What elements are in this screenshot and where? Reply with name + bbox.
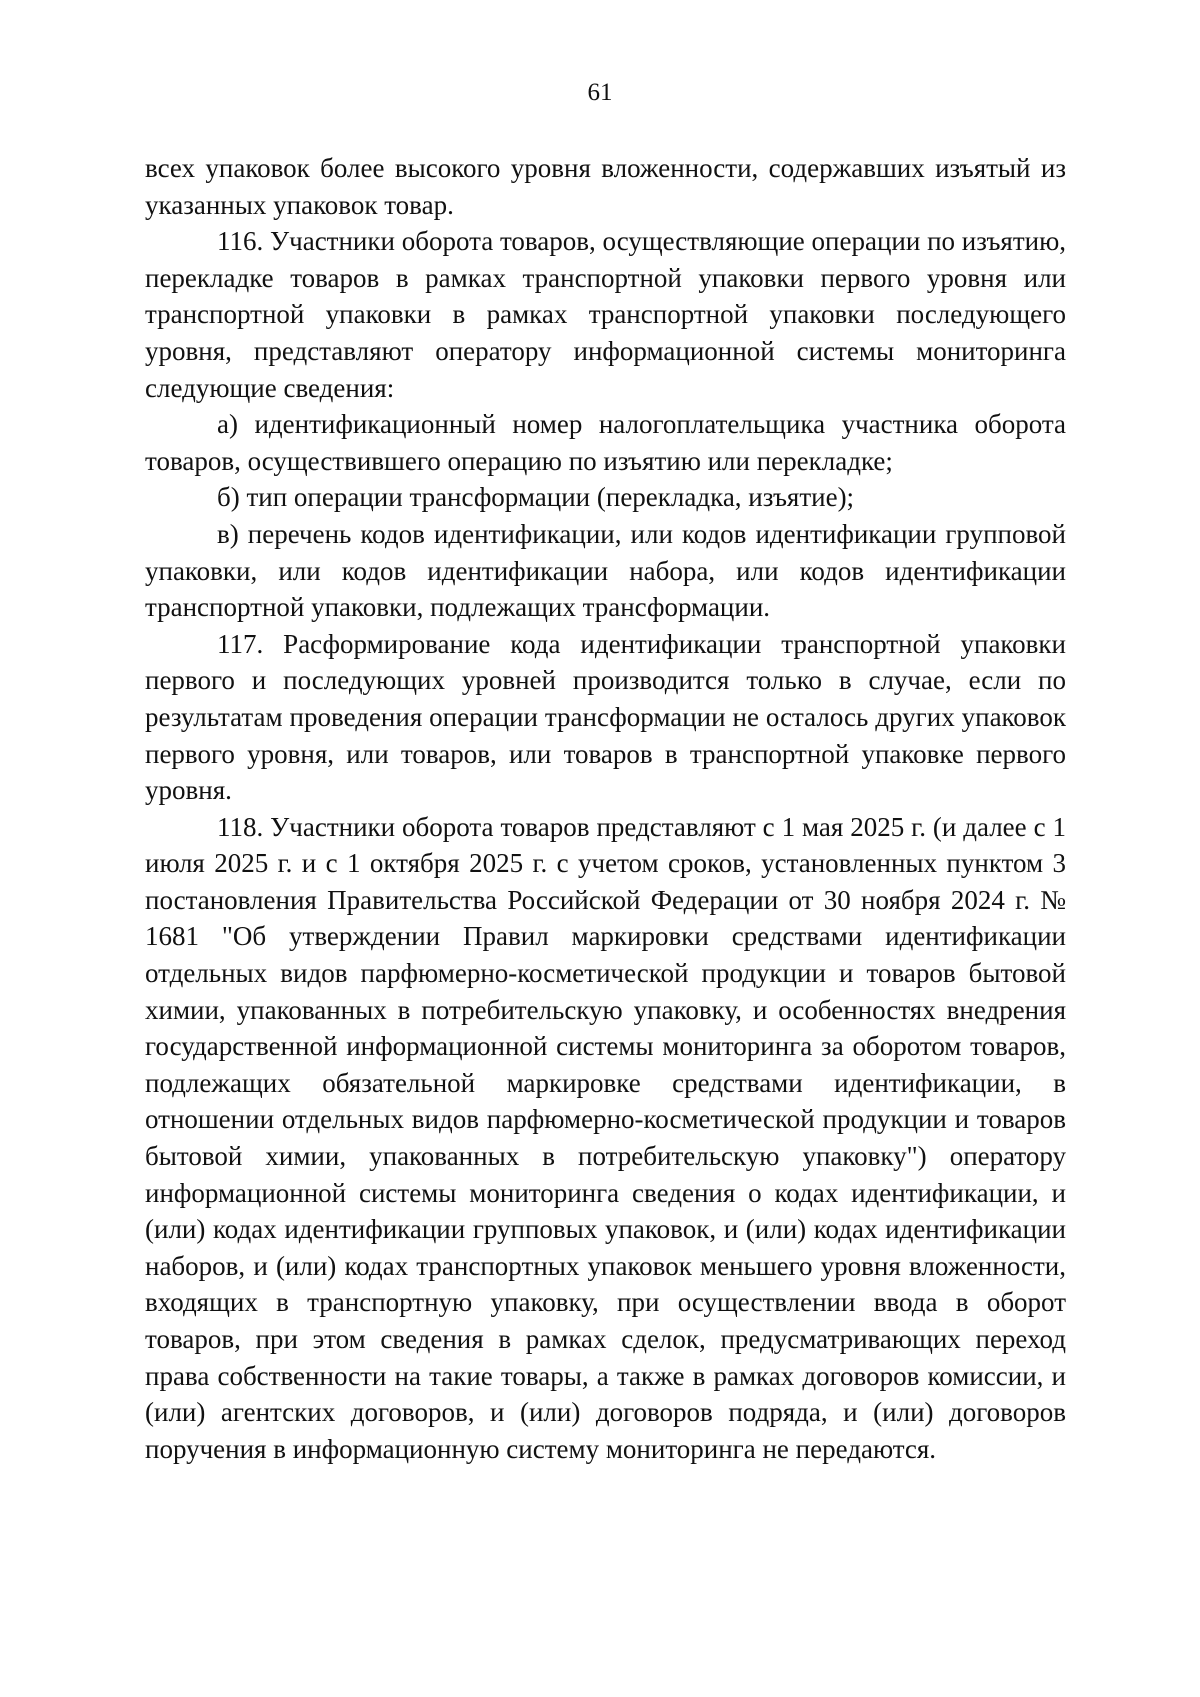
page-number: 61 [587,79,613,106]
paragraph-116: 116. Участники оборота товаров, осуществляющие операции по изъятию, перекладке товаров в рамках транспортной упаковки первого уровня или транспортной упаковки в рамках транспортной упаковки последующего уровня, представляют оператору информационной системы мониторинга следующие сведения: [145,226,1066,403]
document-body [145,150,1066,1467]
paragraph-118: 118. Участники оборота товаров представляют с 1 мая 2025 г. (и далее с 1 июля 2025 г. и с 1 октября 2025 г. с учетом сроков, установленных пунктом 3 постановления Правительства Российской Федерации от 30 ноября 2024 г. № 1681 "Об утверждении Правил маркировки средствами идентификации отдельных видов парфюмерно-косметической продукции и товаров бытовой химии, упакованных в потребительскую упаковку, и особенностях внедрения государственной информационной системы мониторинга за оборотом товаров, подлежащих обязательной маркировке средствами идентификации, в отношении отдельных видов парфюмерно-косметической продукции и товаров бытовой химии, упакованных в потребительскую упаковку") оператору информационной системы мониторинга сведения о кодах идентификации, и (или) кодах идентификации групповых упаковок, и (или) кодах идентификации наборов, и (или) кодах транспортных упаковок меньшего уровня вложенности, входящих в транспортную упаковку, при осуществлении ввода в оборот товаров, при этом сведения в рамках сделок, предусматривающих переход права собственности на такие товары, а также в рамках договоров комиссии, и (или) агентских договоров, и (или) договоров подряда, и (или) договоров поручения в информационную систему мониторинга не передаются. [145,811,1066,1464]
paragraph-item-a: а) идентификационный номер налогоплательщика участника оборота товаров, осуществившего операцию по изъятию или перекладке; [145,409,1066,476]
paragraph-continuation: всех упаковок более высокого уровня вложенности, содержавших изъятый из указанных упаковок товар. [145,153,1066,220]
paragraph-item-b: б) тип операции трансформации (перекладка, изъятие); [217,482,855,513]
paragraph-117: 117. Расформирование кода идентификации транспортной упаковки первого и последующих уровней производится только в случае, если по результатам проведения операции трансформации не осталось других упаковок первого уровня, или товаров, или товаров в транспортной упаковке первого уровня. [145,628,1066,806]
paragraph-item-v: в) перечень кодов идентификации, или кодов идентификации групповой упаковки, или кодов идентификации набора, или кодов идентификации транспортной упаковки, подлежащих трансформации. [145,518,1066,623]
